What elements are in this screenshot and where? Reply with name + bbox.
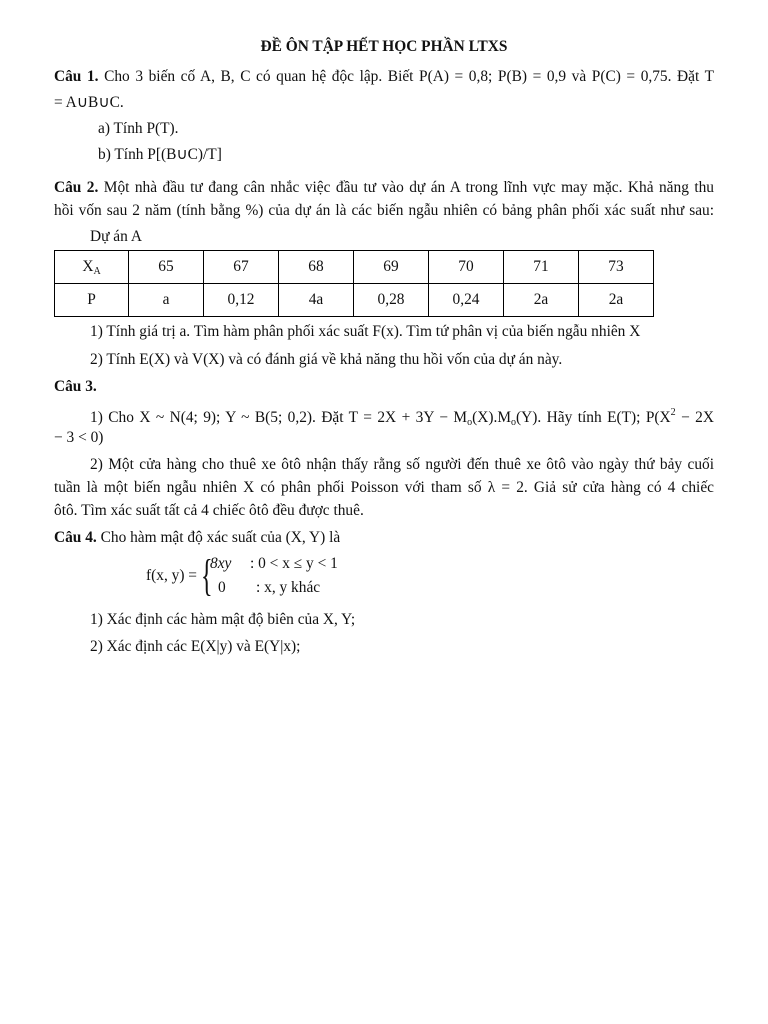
piecewise-brace: { [201,551,213,600]
table-row [55,284,654,317]
q1-part-b: b) Tính P[(B∪C)/T] [98,146,222,163]
q2-project-label: Dự án A [90,228,142,245]
table-cell: 0,24 [429,284,504,317]
q4-line1: Câu 4. Cho hàm mật độ xác suất của (X, Y) là [54,529,341,546]
table-cell: 2a [504,284,579,317]
q3-part2-line2: tuần là một biến ngẫu nhiên X có phân phối Poisson với tham số λ = 2. Giả sử cửa hàng có 4 chiếc [54,479,714,496]
q3-part2-line1: 2) Một cửa hàng cho thuê xe ôtô nhận thấy rằng số người đến thuê xe ôtô vào ngày thứ bảy cuối [90,456,714,473]
document-title: ĐỀ ÔN TẬP HẾT HỌC PHẦN LTXS [260,38,508,55]
table-cell: 71 [504,251,579,284]
table-cell: 0,28 [354,284,429,317]
q4-label: Câu 4. [54,529,97,546]
q2-line2: hồi vốn sau 2 năm (tính bằng %) của dự án là các biến ngẫu nhiên có bảng phân phối xác suất như sau: [54,202,714,219]
case1-cond: : 0 < x ≤ y < 1 [250,555,338,572]
q3-label: Câu 3. [54,378,97,395]
density-lhs: f(x, y) = [146,567,197,584]
table-cell: 69 [354,251,429,284]
table-cell: 68 [279,251,354,284]
q1-part-a: a) Tính P(T). [98,120,179,137]
case2-cond: : x, y khác [256,579,321,596]
table-cell: 73 [579,251,654,284]
table-cell: a [129,284,204,317]
q4-item-2: 2) Xác định các E(X|y) và E(Y|x); [90,638,301,655]
q2-item-2: 2) Tính E(X) và V(X) và có đánh giá về khả năng thu hồi vốn của dự án này. [90,351,563,368]
q1-line1: Câu 1. Cho 3 biến cố A, B, C có quan hệ độc lập. Biết P(A) = 0,8; P(B) = 0,9 và P(C) = 0,75. Đặt T [54,68,714,85]
q1-label: Câu 1. [54,68,99,85]
table-row-head: $X_A$ [55,251,129,284]
table-cell: 2a [579,284,654,317]
table-cell: 67 [204,251,279,284]
q4-item-1: 1) Xác định các hàm mật độ biên của X, Y; [90,611,356,628]
table-cell: 4a [279,284,354,317]
q3-part2-line3: ôtô. Tìm xác suất tất cả 4 chiếc ôtô đều được thuê. [54,502,364,519]
q3-part1-line1: 1) Cho X ~ N(4; 9); Y ~ B(5; 0,2). Đặt $T = 2X + 3Y - M_o(X).M_o(Y)$. Hãy tính E(T); $P(X^2 - 2X$ [90,407,714,428]
q2-line1: Câu 2. Một nhà đầu tư đang cân nhắc việc đầu tư vào dự án A trong lĩnh vực may mặc. Khả năng thu [54,179,714,196]
table-cell: 65 [129,251,204,284]
table-row-head: P [55,284,129,317]
table-row [55,251,654,284]
distribution-table [54,250,654,317]
density-function [146,551,386,600]
case2-expr: 0 [218,579,226,596]
table-cell: 70 [429,251,504,284]
q2-label: Câu 2. [54,179,99,196]
case1-expr: 8xy [210,555,232,572]
table-cell: 0,12 [204,284,279,317]
q1-line2: = A∪B∪C. [54,94,124,111]
q2-item-1: 1) Tính giá trị a. Tìm hàm phân phối xác suất F(x). Tìm tứ phân vị của biến ngẫu nhiên X [90,323,641,340]
q3-part1-line2: − 3 < 0) [54,429,104,446]
